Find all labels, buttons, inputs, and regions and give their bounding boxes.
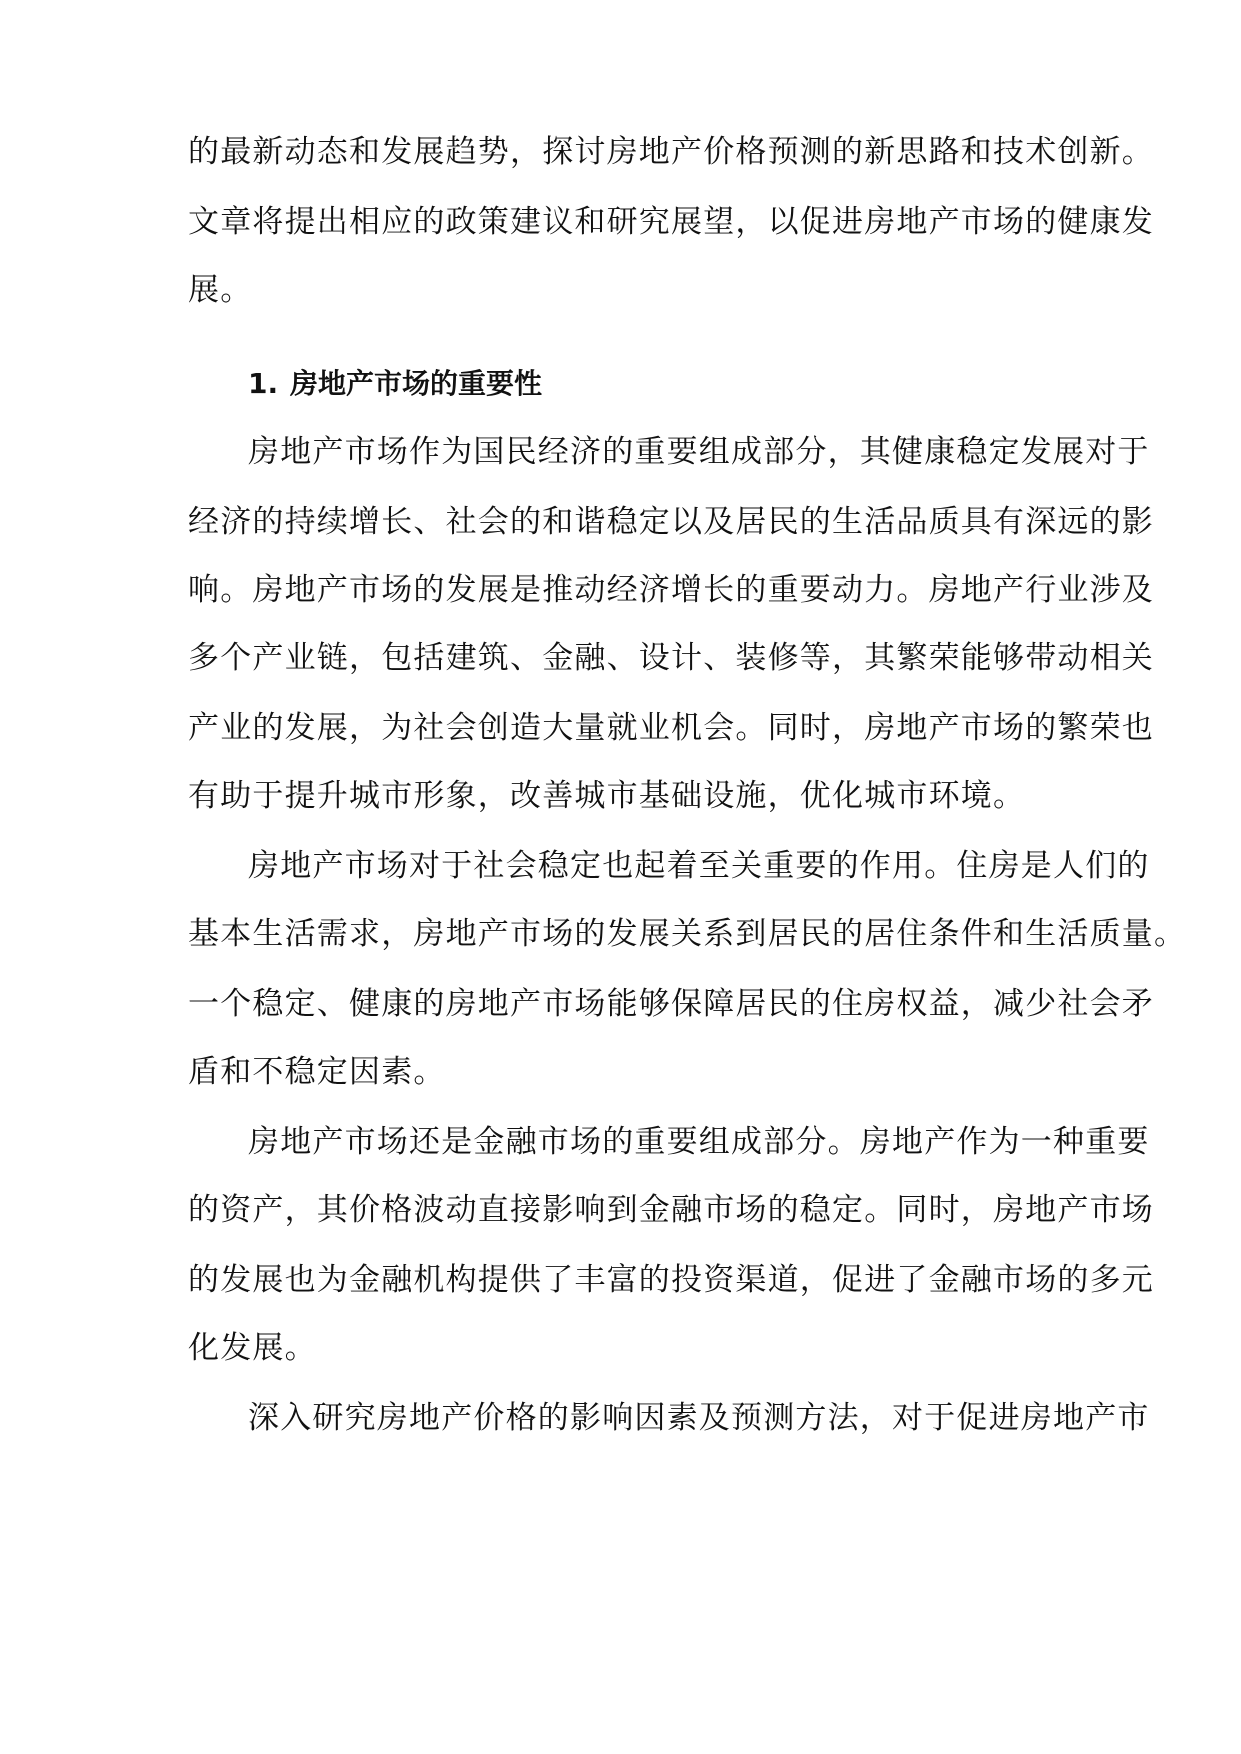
paragraph-2-line-2: 基本生活需求，房地产市场的发展关系到居民的居住条件和生活质量。 <box>188 916 1187 952</box>
intro-line-2: 文章将提出相应的政策建议和研究展望，以促进房地产市场的健康发 <box>188 204 1154 240</box>
paragraph-2-line-1: 房地产市场对于社会稳定也起着至关重要的作用。住房是人们的 <box>248 848 1150 884</box>
section-title: 房地产市场的重要性 <box>290 367 543 400</box>
paragraph-2-line-4: 盾和不稳定因素。 <box>188 1054 446 1090</box>
paragraph-1-line-3: 响。房地产市场的发展是推动经济增长的重要动力。房地产行业涉及 <box>188 572 1154 608</box>
paragraph-1-line-2: 经济的持续增长、社会的和谐稳定以及居民的生活品质具有深远的影 <box>188 504 1154 540</box>
paragraph-1-line-4: 多个产业链，包括建筑、金融、设计、装修等，其繁荣能够带动相关 <box>188 640 1154 676</box>
intro-line-3: 展。 <box>188 272 253 308</box>
section-number: 1. <box>248 367 279 400</box>
paragraph-1-line-5: 产业的发展，为社会创造大量就业机会。同时，房地产市场的繁荣也 <box>188 710 1154 746</box>
paragraph-2-line-3: 一个稳定、健康的房地产市场能够保障居民的住房权益，减少社会矛 <box>188 986 1154 1022</box>
paragraph-3-line-1: 房地产市场还是金融市场的重要组成部分。房地产作为一种重要 <box>248 1124 1150 1160</box>
paragraph-4-line-1: 深入研究房地产价格的影响因素及预测方法，对于促进房地产市 <box>248 1400 1150 1436</box>
paragraph-3-line-2: 的资产，其价格波动直接影响到金融市场的稳定。同时，房地产市场 <box>188 1192 1154 1228</box>
section-heading <box>248 360 542 408</box>
paragraph-1-line-6: 有助于提升城市形象，改善城市基础设施，优化城市环境。 <box>188 778 1026 814</box>
paragraph-3-line-3: 的发展也为金融机构提供了丰富的投资渠道，促进了金融市场的多元 <box>188 1262 1154 1298</box>
paragraph-1-line-1: 房地产市场作为国民经济的重要组成部分，其健康稳定发展对于 <box>248 434 1150 470</box>
intro-line-1: 的最新动态和发展趋势，探讨房地产价格预测的新思路和技术创新。 <box>188 134 1154 170</box>
paragraph-3-line-4: 化发展。 <box>188 1330 317 1366</box>
